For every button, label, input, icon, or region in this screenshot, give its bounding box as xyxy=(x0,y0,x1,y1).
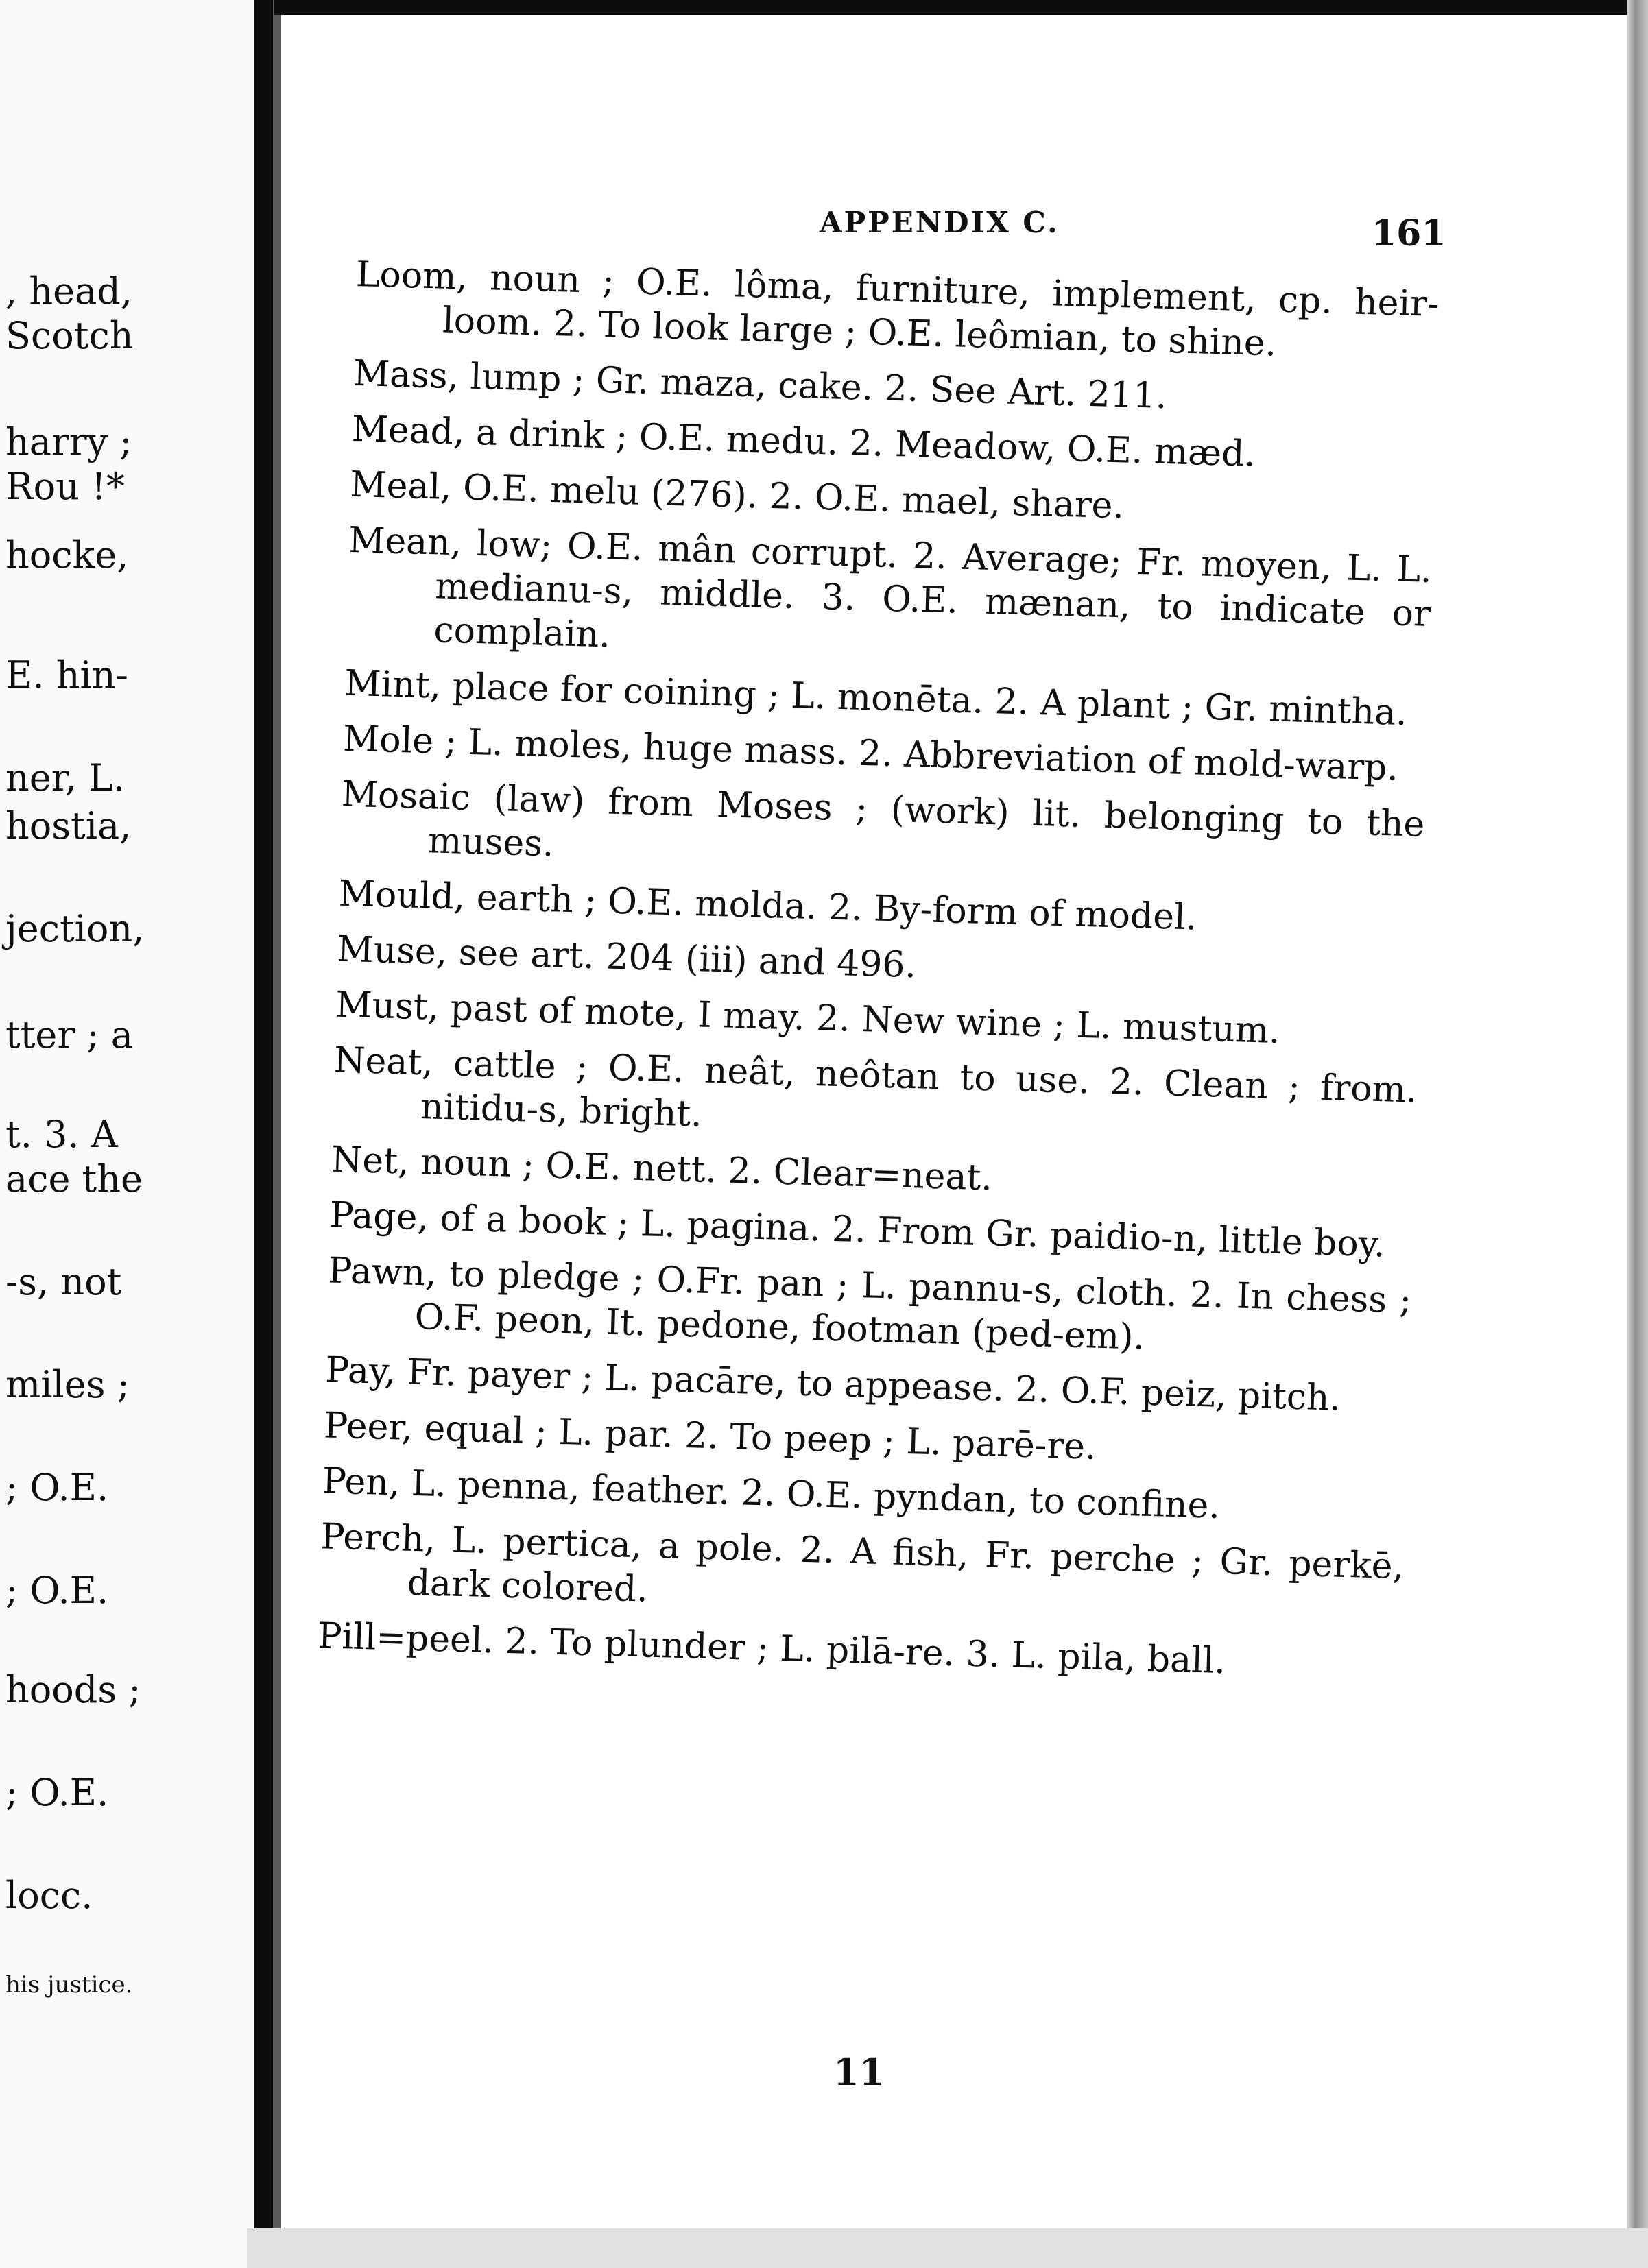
left-line: hostia, xyxy=(5,804,132,847)
entry-headword: Pill xyxy=(317,1615,377,1658)
left-line: Scotch xyxy=(5,314,134,357)
glossary-entry xyxy=(319,1515,1405,1632)
left-line: ner, L. xyxy=(5,756,125,799)
entry-definition: earth ; O.E. molda. 2. By-form of model. xyxy=(464,876,1198,939)
entry-headword: Mole xyxy=(342,718,434,762)
left-line: E. hin- xyxy=(5,653,128,697)
entry-definition: cattle ; O.E. neât, neôtan to use. 2. Clean ; from. nitidu-s, bright. xyxy=(420,1042,1418,1135)
entry-definition: place for coining ; L. monēta. 2. A plant ; Gr. mintha. xyxy=(440,665,1408,734)
entry-definition: L. pertica, a pole. 2. A fish, Fr. perche ; Gr. perkē, dark colored. xyxy=(407,1519,1405,1610)
entry-headword: Mead, xyxy=(350,408,466,453)
left-line: hocke, xyxy=(5,533,129,577)
entry-definition: L. penna, feather. 2. O.E. pyndan, to confine. xyxy=(399,1462,1221,1527)
scan-bottom-edge xyxy=(247,2228,1648,2268)
entry-definition: noun ; O.E. nett. 2. Clear=neat. xyxy=(408,1141,993,1199)
glossary-entry xyxy=(332,1039,1418,1157)
entry-definition: Fr. payer ; L. pacāre, to appease. 2. O.F. peiz, pitch. xyxy=(395,1351,1341,1419)
entry-headword: Neat, xyxy=(333,1039,434,1084)
page-edge xyxy=(1627,0,1648,2268)
entry-definition: of a book ; L. pagina. 2. From Gr. paidio-n, little boy. xyxy=(428,1197,1386,1266)
left-line: harry ; xyxy=(5,420,132,463)
entry-headword: Mint, xyxy=(344,662,442,707)
entry-definition: past of mote, I may. 2. New wine ; L. mustum. xyxy=(438,987,1281,1052)
left-line: Rou !* xyxy=(5,465,125,508)
entry-definition: to pledge ; O.Fr. pan ; L. pannu-s, cloth. 2. In chess ; O.F. peon, It. pedone, footman (ped-em). xyxy=(414,1253,1412,1358)
left-line: ; O.E. xyxy=(5,1771,109,1814)
entry-headword: Pen, xyxy=(322,1460,401,1504)
left-line: t. 3. A xyxy=(5,1113,118,1156)
entry-definition: a drink ; O.E. medu. 2. Meadow, O.E. mæd. xyxy=(464,411,1256,475)
left-line: -s, not xyxy=(5,1260,122,1303)
running-head: APPENDIX C. xyxy=(820,206,1060,239)
left-line: locc. xyxy=(5,1874,93,1917)
left-line: jection, xyxy=(5,907,145,950)
entry-headword: Muse, xyxy=(336,928,449,974)
left-line: miles ; xyxy=(5,1363,130,1406)
entry-headword: Loom, xyxy=(355,253,468,298)
entry-headword: Page, xyxy=(329,1194,429,1239)
entry-definition: =peel. 2. To plunder ; L. pilā-re. 3. L. pila, ball. xyxy=(375,1617,1226,1682)
entry-definition: noun ; O.E. lôma, furniture, implement, cp. heir-loom. 2. To look large ; O.E. leômian, to shine. xyxy=(442,256,1440,365)
left-page xyxy=(0,0,254,2268)
glossary-entry xyxy=(346,518,1433,680)
entry-definition: lump ; Gr. maza, cake. 2. See Art. 211. xyxy=(458,356,1168,418)
entry-headword: Peer, xyxy=(323,1405,414,1449)
left-line: hoods ; xyxy=(5,1668,141,1711)
gutter-shadow xyxy=(273,0,281,2268)
left-line: tter ; a xyxy=(5,1013,133,1057)
left-line: , head, xyxy=(5,269,132,313)
entry-headword: Meal, xyxy=(349,463,453,508)
glossary-entry xyxy=(339,773,1425,891)
entry-definition: ; L. moles, huge mass. 2. Abbreviation of mold-warp. xyxy=(433,721,1399,789)
entry-headword: Pawn, xyxy=(327,1250,438,1294)
left-line: ace the xyxy=(5,1157,143,1201)
entry-headword: Net, xyxy=(331,1139,410,1183)
left-line: ; O.E. xyxy=(5,1569,109,1612)
left-line: ; O.E. xyxy=(5,1466,109,1509)
entry-headword: Must, xyxy=(335,984,440,1028)
glossary-entry xyxy=(326,1248,1412,1366)
entry-headword: Mosaic xyxy=(341,773,471,819)
entry-headword: Mass, xyxy=(353,352,459,398)
entry-headword: Mould, xyxy=(338,873,466,918)
entry-definition: equal ; L. par. 2. To peep ; L. parē-re. xyxy=(412,1407,1097,1468)
book-gutter xyxy=(254,0,273,2268)
entry-headword: Mean, xyxy=(348,519,463,564)
scan-top-edge xyxy=(274,0,1648,15)
entry-definition: O.E. melu (276). 2. O.E. mael, share. xyxy=(451,467,1125,527)
entry-definition: (law) from Moses ; (work) lit. belonging to the muses. xyxy=(427,777,1426,865)
signature-mark: 11 xyxy=(833,2050,885,2094)
left-footnote: his justice. xyxy=(5,1971,133,1999)
glossary-entries xyxy=(317,252,1440,1700)
entry-headword: Pay, xyxy=(324,1349,396,1393)
entry-definition: low; O.E. mân corrupt. 2. Average; Fr. moyen, L. L. medianu-s, middle. 3. O.E. mænan, to indicate or complain. xyxy=(433,522,1433,656)
entry-headword: Perch, xyxy=(320,1516,436,1560)
entry-definition: see art. 204 (iii) and 496. xyxy=(446,932,917,987)
page-number: 161 xyxy=(1372,213,1446,254)
